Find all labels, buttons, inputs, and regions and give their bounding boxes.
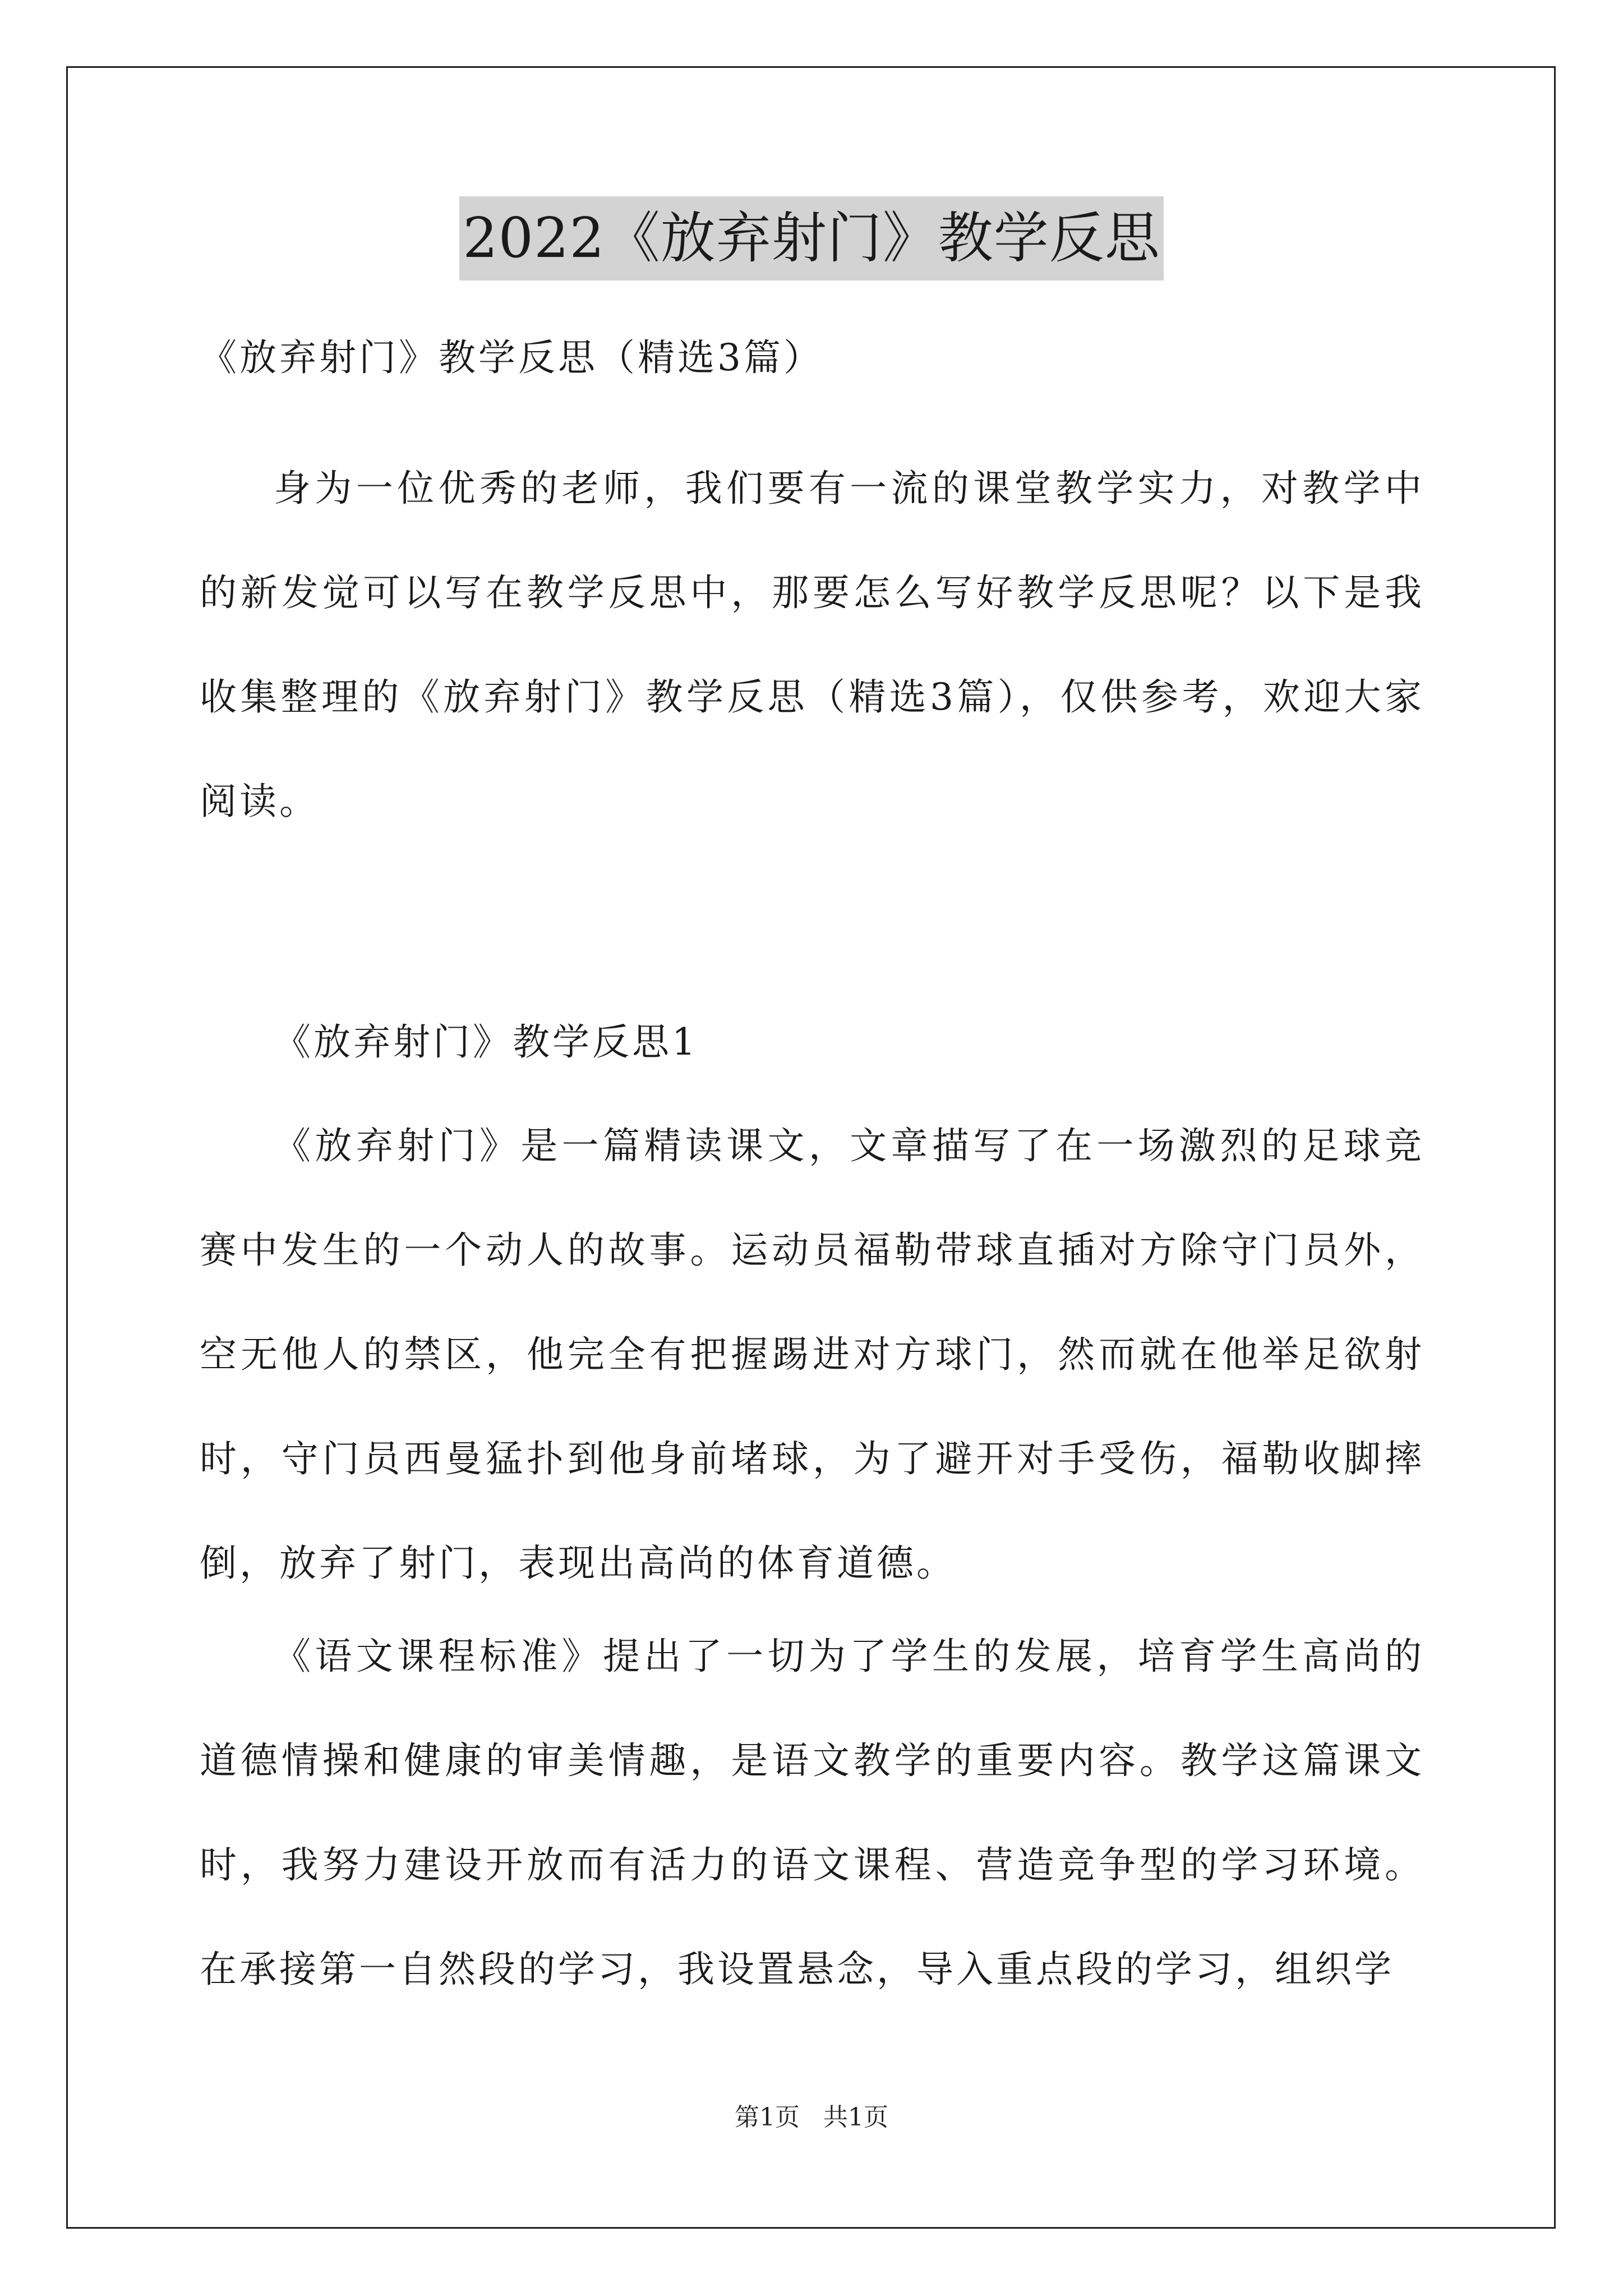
section-heading: 《放弃射门》教学反思1 — [274, 1020, 698, 1064]
body-paragraph-2: 《语文课程标准》提出了一切为了学生的发展，培育学生高尚的道德情操和健康的审美情趣，是语文教学的重要内容。教学这篇课文时，我努力建设开放而有活力的语文课程、营造竞争型的学习环境。在承接第一自然段的学习，我设置悬念，导入重点段的学习，组织学 — [200, 1635, 1424, 1991]
page-number-current: 第1页 — [735, 2103, 800, 2132]
intro-paragraph: 身为一位优秀的老师，我们要有一流的课堂教学实力，对教学中的新发觉可以写在教学反思中，那要怎么写好教学反思呢？以下是我收集整理的《放弃射门》教学反思（精选3篇），仅供参考，欢迎大家阅读。 — [200, 467, 1424, 823]
title-container — [0, 196, 1623, 280]
document-title: 2022《放弃射门》教学反思 — [459, 196, 1163, 280]
page-footer — [0, 2101, 1623, 2134]
page-number-total: 共1页 — [823, 2103, 888, 2132]
body-paragraph-1: 《放弃射门》是一篇精读课文，文章描写了在一场激烈的足球竞赛中发生的一个动人的故事。运动员福勒带球直插对方除守门员外，空无他人的禁区，他完全有把握踢进对方球门，然而就在他举足欲射时，守门员西曼猛扑到他身前堵球，为了避开对手受伤，福勒收脚摔倒，放弃了射门，表现出高尚的体育道德。 — [200, 1124, 1424, 1585]
document-subtitle: 《放弃射门》教学反思（精选3篇） — [200, 336, 823, 379]
